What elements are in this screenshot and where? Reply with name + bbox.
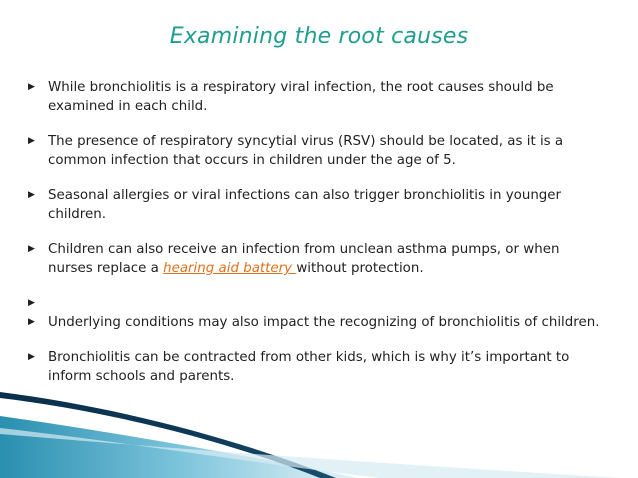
bullet-arrow-icon: ▶	[28, 190, 35, 200]
hearing-aid-battery-link[interactable]: hearing aid battery	[163, 261, 297, 276]
bullet-arrow-icon: ▶	[28, 244, 35, 254]
bullet-text: Seasonal allergies or viral infections can also trigger bronchiolitis in younger children.	[48, 188, 562, 222]
bullet-text: The presence of respiratory syncytial virus (RSV) should be located, as it is a common infection that occurs in children under the age of 5.	[48, 134, 564, 168]
bullet-text-after: without protection.	[296, 261, 424, 276]
corner-swoosh-decoration	[0, 378, 638, 478]
bullet-item	[28, 186, 608, 224]
bullet-text: Bronchiolitis can be contracted from other kids, which is why it’s important to inform schools and parents.	[48, 350, 570, 384]
bullet-arrow-icon: ▶	[28, 317, 35, 327]
bullet-arrow-icon: ▶	[28, 298, 35, 308]
bullet-item	[28, 78, 608, 116]
bullet-arrow-icon: ▶	[28, 352, 35, 362]
bullet-item-empty	[28, 294, 608, 313]
bullet-text: While bronchiolitis is a respiratory viral infection, the root causes should be examined in each child.	[48, 80, 554, 114]
bullet-list	[28, 78, 608, 402]
slide-title: Examining the root causes	[169, 24, 469, 49]
bullet-text-before: Children can also receive an infection from unclean asthma pumps, or when nurses replace a	[48, 242, 560, 276]
bullet-arrow-icon: ▶	[28, 136, 35, 146]
bullet-arrow-icon: ▶	[28, 82, 35, 92]
bullet-item	[28, 240, 608, 278]
bullet-text: Underlying conditions may also impact the recognizing of bronchiolitis of children.	[48, 315, 600, 330]
bullet-item	[28, 132, 608, 170]
bullet-item	[28, 313, 608, 332]
